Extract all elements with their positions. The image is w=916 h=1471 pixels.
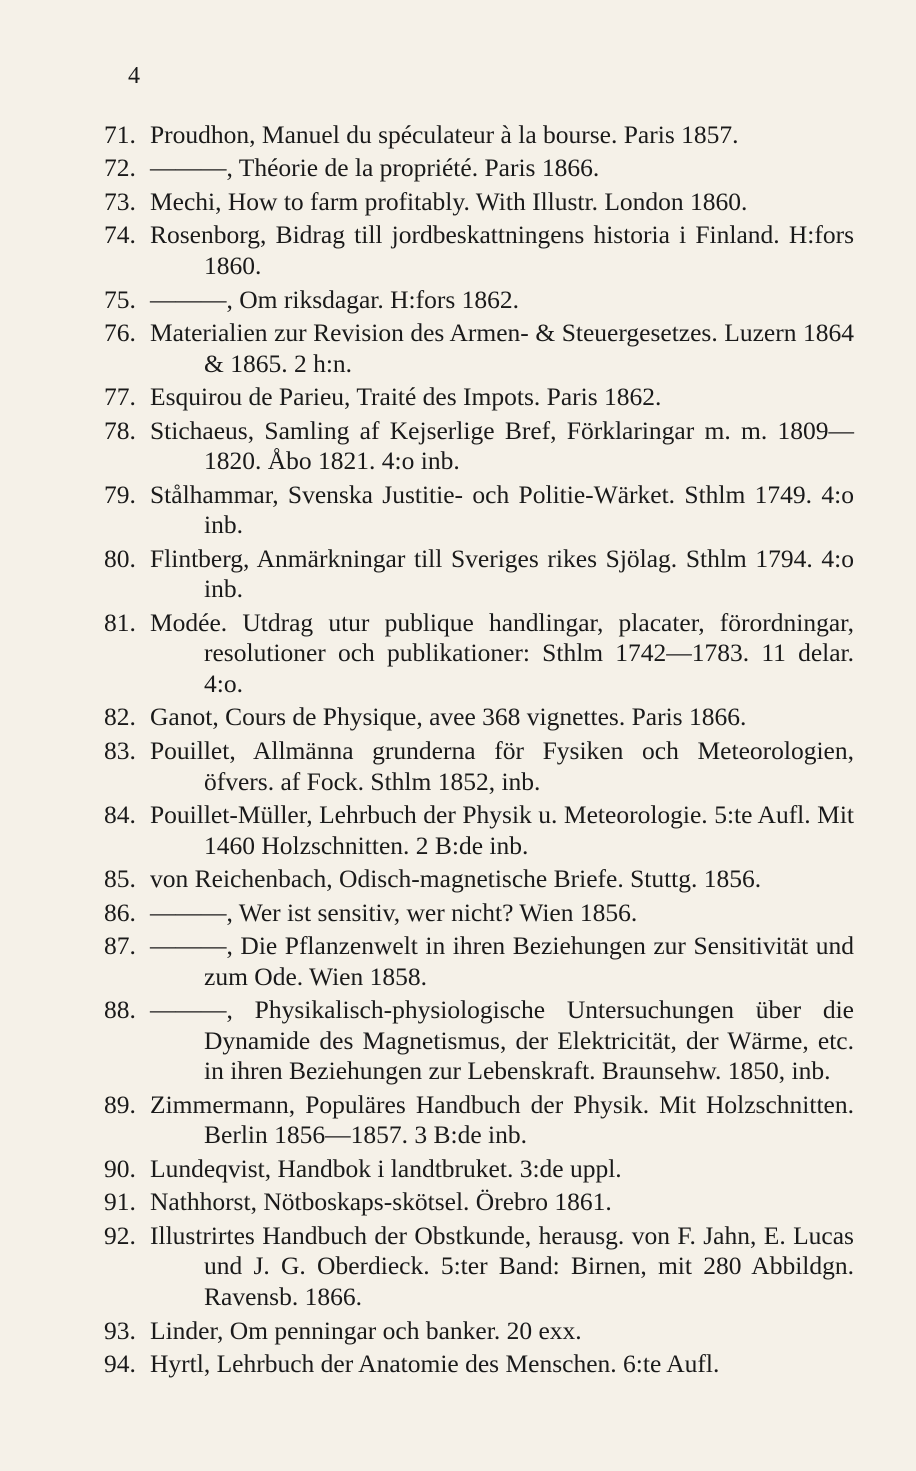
entry-number: 92. — [104, 1220, 136, 1250]
entry-number: 93. — [104, 1315, 136, 1345]
entry-text: ———, Physikalisch-physiologische Untersuchungen über die Dynamide des Magnetismus, der Elektricität, der Wärme, etc. in ihren Beziehungen zur Lebenskraft. Braunsehw. 1850, inb. — [150, 995, 854, 1086]
list-item — [104, 120, 854, 151]
list-item — [104, 995, 854, 1087]
entry-text: Illustrirtes Handbuch der Obstkunde, herausg. von F. Jahn, E. Lucas und J. G. Oberdieck. 5:ter Band: Birnen, mit 280 Abbildgn. Ravensb. 1866. — [150, 1220, 854, 1312]
list-item — [104, 931, 854, 992]
entry-text: Mechi, How to farm profitably. With Illustr. London 1860. — [150, 186, 748, 216]
entry-text: Hyrtl, Lehrbuch der Anatomie des Menschen. 6:te Aufl. — [150, 1349, 720, 1379]
entry-text: Stålhammar, Svenska Justitie- och Politie-Wärket. Sthlm 1749. 4:o inb. — [150, 479, 854, 540]
entry-text: Materialien zur Revision des Armen- & Steuergesetzes. Luzern 1864 & 1865. 2 h:n. — [150, 318, 854, 378]
entry-number: 91. — [104, 1187, 136, 1217]
entry-number: 83. — [104, 735, 136, 765]
entry-number: 77. — [104, 382, 136, 412]
list-item — [104, 187, 854, 218]
list-item — [104, 1090, 854, 1151]
entry-number: 78. — [104, 415, 136, 445]
list-item — [104, 1316, 854, 1347]
entry-text: Esquirou de Parieu, Traité des Impots. Paris 1862. — [150, 382, 662, 412]
entry-number: 75. — [104, 284, 136, 314]
entry-text: ———, Wer ist sensitiv, wer nicht? Wien 1856. — [150, 897, 638, 927]
list-item — [104, 220, 854, 281]
entry-number: 81. — [104, 607, 136, 637]
entry-number: 80. — [104, 543, 136, 573]
entry-text: Rosenborg, Bidrag till jordbeskattningens historia i Finland. H:fors 1860. — [150, 220, 854, 281]
list-item — [104, 382, 854, 413]
entry-text: Stichaeus, Samling af Kejserlige Bref, Förklaringar m. m. 1809—1820. Åbo 1821. 4:o inb. — [150, 415, 854, 476]
entry-text: Linder, Om penningar och banker. 20 exx. — [150, 1315, 582, 1345]
entry-number: 79. — [104, 479, 136, 509]
list-item — [104, 544, 854, 605]
entry-text: Modée. Utdrag utur publique handlingar, placater, förordningar, resolutioner och publikationer: Sthlm 1742—1783. 11 delar. 4:o. — [150, 607, 854, 698]
list-item — [104, 1154, 854, 1185]
list-item — [104, 800, 854, 861]
list-item — [104, 153, 854, 184]
entry-number: 88. — [104, 995, 136, 1025]
entry-number: 89. — [104, 1089, 136, 1119]
entry-text: Pouillet, Allmänna grunderna för Fysiken och Meteorologien, öfvers. af Fock. Sthlm 1852, inb. — [150, 735, 854, 796]
entry-number: 94. — [104, 1349, 136, 1379]
entry-number: 84. — [104, 800, 136, 830]
list-item — [104, 608, 854, 700]
page-number: 4 — [128, 63, 140, 89]
entry-text: Nathhorst, Nötboskaps-skötsel. Örebro 1861. — [150, 1187, 612, 1217]
entry-number: 90. — [104, 1153, 136, 1183]
list-item — [104, 864, 854, 895]
entry-list — [104, 120, 854, 1380]
entry-number: 71. — [104, 120, 136, 149]
entry-text: ———, Die Pflanzenwelt in ihren Beziehungen zur Sensitivität und zum Ode. Wien 1858. — [150, 931, 854, 991]
entry-text: Proudhon, Manuel du spéculateur à la bourse. Paris 1857. — [150, 120, 739, 149]
entry-number: 87. — [104, 931, 136, 961]
list-item — [104, 480, 854, 541]
entry-number: 72. — [104, 153, 136, 183]
list-item — [104, 898, 854, 929]
entry-number: 86. — [104, 897, 136, 927]
entry-number: 82. — [104, 702, 136, 732]
list-item — [104, 1221, 854, 1313]
entry-text: von Reichenbach, Odisch-magnetische Briefe. Stuttg. 1856. — [150, 864, 762, 894]
entry-text: Lundeqvist, Handbok i landtbruket. 3:de uppl. — [150, 1153, 622, 1183]
entry-number: 85. — [104, 864, 136, 894]
list-item — [104, 318, 854, 379]
list-item — [104, 285, 854, 316]
entry-text: Zimmermann, Populäres Handbuch der Physik. Mit Holzschnitten. Berlin 1856—1857. 3 B:de inb. — [150, 1089, 854, 1150]
entry-text: Ganot, Cours de Physique, avee 368 vignettes. Paris 1866. — [150, 702, 747, 732]
list-item — [104, 1187, 854, 1218]
entry-number: 74. — [104, 220, 136, 250]
list-item — [104, 416, 854, 477]
list-item — [104, 702, 854, 733]
list-item — [104, 1349, 854, 1380]
entry-number: 73. — [104, 186, 136, 216]
entry-text: ———, Théorie de la propriété. Paris 1866. — [150, 153, 600, 183]
list-item — [104, 736, 854, 797]
entry-text: Pouillet-Müller, Lehrbuch der Physik u. Meteorologie. 5:te Aufl. Mit 1460 Holzschnitten. 2 B:de inb. — [150, 800, 854, 860]
entry-number: 76. — [104, 318, 136, 348]
entry-text: ———, Om riksdagar. H:fors 1862. — [150, 284, 520, 314]
entry-text: Flintberg, Anmärkningar till Sveriges rikes Sjölag. Sthlm 1794. 4:o inb. — [150, 543, 854, 604]
